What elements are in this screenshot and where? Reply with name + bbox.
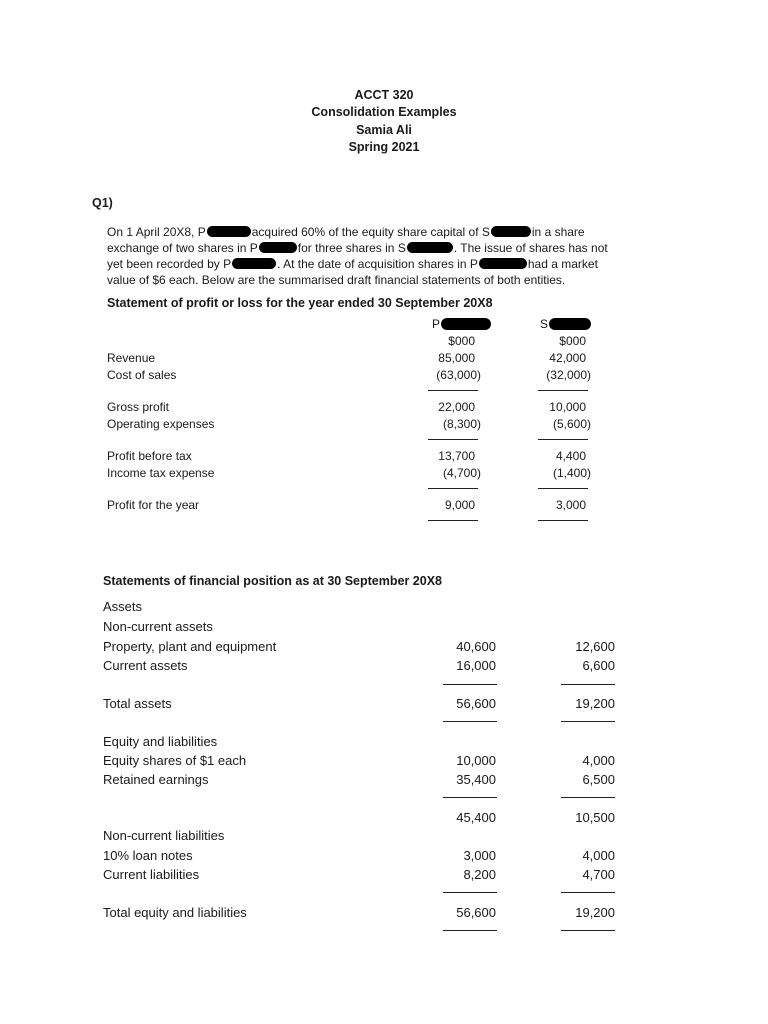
- fp-heading: Statements of financial position as at 30 September 20X8: [103, 574, 442, 588]
- underline: [428, 520, 478, 521]
- fp-row-label: Equity shares of $1 each: [103, 753, 247, 768]
- para-text: exchange of two shares in P: [107, 241, 258, 255]
- paragraph-line-2: [107, 240, 608, 256]
- para-text: . At the date of acquisition shares in P: [277, 257, 478, 271]
- fp-row-s: 4,000: [582, 753, 615, 768]
- fp-row-s: 4,000: [582, 848, 615, 863]
- redaction-mark: [441, 318, 491, 330]
- para-text: yet been recorded by P: [107, 257, 232, 271]
- paragraph-line-4: [107, 272, 565, 288]
- pl-row-s: 10,000: [549, 400, 586, 414]
- fp-subtotal-p: 45,400: [456, 810, 496, 825]
- pl-row-label: Cost of sales: [107, 368, 177, 382]
- redaction-mark: [259, 242, 297, 253]
- document-title: Consolidation Examples: [311, 105, 457, 119]
- redaction-mark: [407, 242, 453, 253]
- col-p-header: [432, 317, 492, 331]
- redaction-mark: [232, 258, 276, 269]
- underline: [443, 684, 497, 685]
- col-p-name: P: [432, 317, 441, 331]
- pl-row-s: 3,000: [555, 498, 586, 512]
- underline: [538, 439, 588, 440]
- underline: [443, 930, 497, 931]
- underline: [428, 488, 478, 489]
- fp-row-label: 10% loan notes: [103, 848, 193, 863]
- fp-row-p: 56,600: [456, 905, 496, 920]
- fp-row-label: Total equity and liabilities: [103, 905, 247, 920]
- pl-row-s: (1,400): [552, 466, 591, 480]
- pl-row-p: 9,000: [444, 498, 475, 512]
- pl-row-s: (32,000): [546, 368, 591, 382]
- para-text: On 1 April 20X8, P: [107, 225, 206, 239]
- pl-row-p: (63,000): [436, 368, 481, 382]
- fp-row-label: Equity and liabilities: [103, 734, 218, 749]
- pl-row-label: Profit before tax: [107, 449, 192, 463]
- redaction-mark: [207, 226, 251, 237]
- col-s-unit: $000: [559, 334, 586, 348]
- pl-row-p: (4,700): [442, 466, 481, 480]
- fp-row-s: 6,500: [582, 772, 615, 787]
- fp-row-label: Current liabilities: [103, 867, 200, 882]
- pl-row-s: 4,400: [555, 449, 586, 463]
- underline: [561, 684, 615, 685]
- term: Spring 2021: [348, 140, 420, 154]
- fp-row-label: Non-current assets: [103, 619, 213, 634]
- pl-row-s: 42,000: [549, 351, 586, 365]
- fp-subtotal-s: 10,500: [575, 810, 615, 825]
- fp-row-p: 56,600: [456, 696, 496, 711]
- redaction-mark: [479, 258, 527, 269]
- fp-row-p: 35,400: [456, 772, 496, 787]
- underline: [561, 930, 615, 931]
- fp-row-p: 8,200: [463, 867, 496, 882]
- fp-row-label: Assets: [103, 599, 143, 614]
- redaction-mark: [549, 318, 591, 330]
- fp-row-p: 40,600: [456, 639, 496, 654]
- pl-row-s: (5,600): [552, 417, 591, 431]
- paragraph-line-1: [107, 224, 585, 240]
- col-s-header: [540, 317, 592, 331]
- fp-row-s: 12,600: [575, 639, 615, 654]
- underline: [428, 390, 478, 391]
- fp-row-p: 10,000: [456, 753, 496, 768]
- underline: [428, 439, 478, 440]
- pl-row-label: Gross profit: [107, 400, 170, 414]
- course-code: ACCT 320: [354, 88, 414, 102]
- pl-row-label: Profit for the year: [107, 498, 200, 512]
- para-text: . The issue of shares has not: [453, 241, 608, 255]
- pl-row-p: (8,300): [442, 417, 481, 431]
- para-text: for three shares in S: [297, 241, 406, 255]
- fp-row-label: Retained earnings: [103, 772, 209, 787]
- fp-row-label: Non-current liabilities: [103, 828, 225, 843]
- underline: [538, 390, 588, 391]
- underline: [443, 892, 497, 893]
- underline: [561, 892, 615, 893]
- fp-row-label: Current assets: [103, 658, 188, 673]
- col-p-unit: $000: [448, 334, 475, 348]
- fp-row-label: Total assets: [103, 696, 172, 711]
- paragraph-line-3: [107, 256, 598, 272]
- pl-row-label: Revenue: [107, 351, 156, 365]
- fp-row-s: 19,200: [575, 696, 615, 711]
- redaction-mark: [491, 226, 531, 237]
- pl-row-p: 22,000: [438, 400, 475, 414]
- fp-row-p: 16,000: [456, 658, 496, 673]
- para-text: had a market: [527, 257, 598, 271]
- para-text: in a share: [531, 225, 585, 239]
- col-s-name: S: [540, 317, 549, 331]
- para-text: value of $6 each. Below are the summarised draft financial statements of both entities.: [107, 273, 566, 287]
- author-name: Samia Ali: [356, 123, 412, 137]
- pl-row-p: 85,000: [438, 351, 475, 365]
- fp-row-label: Property, plant and equipment: [103, 639, 277, 654]
- pl-heading: Statement of profit or loss for the year ended 30 September 20X8: [107, 296, 493, 310]
- underline: [443, 797, 497, 798]
- underline: [538, 520, 588, 521]
- question-label: Q1): [92, 196, 113, 210]
- underline: [538, 488, 588, 489]
- fp-row-s: 6,600: [582, 658, 615, 673]
- pl-row-p: 13,700: [438, 449, 475, 463]
- pl-row-label: Operating expenses: [107, 417, 215, 431]
- underline: [443, 721, 497, 722]
- fp-row-p: 3,000: [463, 848, 496, 863]
- underline: [561, 721, 615, 722]
- para-text: acquired 60% of the equity share capital of S: [251, 225, 490, 239]
- fp-row-s: 19,200: [575, 905, 615, 920]
- pl-row-label: Income tax expense: [107, 466, 215, 480]
- fp-row-s: 4,700: [582, 867, 615, 882]
- underline: [561, 797, 615, 798]
